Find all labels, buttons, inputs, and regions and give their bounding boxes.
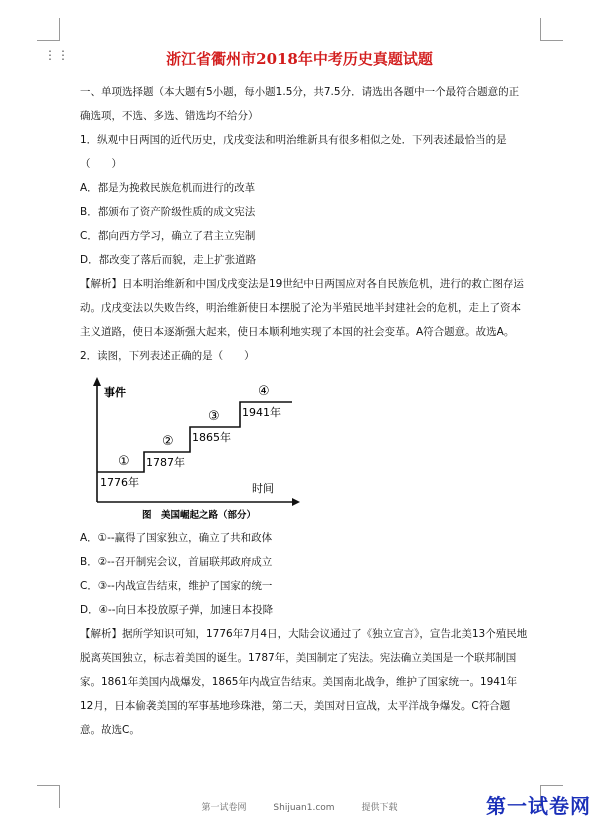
- brand-logo: 第一试卷网: [486, 794, 591, 818]
- figure-caption: 图 美国崛起之路（部分）: [142, 510, 257, 521]
- step-2-mark: ②: [162, 434, 174, 449]
- crop-mark-top-left: [37, 18, 60, 41]
- question-2-option-d: D．④--向日本投放原子弹，加速日本投降: [80, 604, 274, 616]
- question-2-option-a: A．①--赢得了国家独立，确立了共和政体: [80, 532, 273, 544]
- staircase-diagram: [92, 372, 302, 522]
- step-4-mark: ④: [258, 384, 270, 399]
- step-1-year: 1776年: [100, 476, 139, 489]
- crop-mark-top-right: [540, 18, 563, 41]
- question-1-option-b: B．都颁布了资产阶级性质的成文宪法: [80, 206, 256, 218]
- x-axis-arrow-icon: [292, 498, 300, 506]
- step-1-mark: ①: [118, 454, 130, 469]
- question-1-option-c: C．都向西方学习，确立了君主立宪制: [80, 230, 256, 242]
- question-1-analysis: 【解析】日本明治维新和中国戊戌变法是19世纪中日两国应对各自民族危机，进行的救亡图存运动。戊戌变法以失败告终，明治维新使日本摆脱了沦为半殖民地半封建社会的危机，走上了资本主义道路，使日本逐渐强大起来，使日本顺利地实现了本国的社会变革。A符合题意。故选A。: [80, 278, 524, 338]
- step-3-year: 1865年: [192, 431, 231, 444]
- question-2-analysis: 【解析】据所学知识可知，1776年7月4日，大陆会议通过了《独立宣言》，宣告北美13个殖民地脱离英国独立，标志着美国的诞生。1787年，美国制定了宪法。宪法确立美国是一个联邦制国家。1861年美国内战爆发，1865年内战宣告结束。美国南北战争，维护了国家统一。1941年12月，日本偷袭美国的军事基地珍珠港，第二天，美国对日宣战，太平洋战争爆发。C符合题意。故选C。: [80, 628, 528, 736]
- question-1-option-a: A．都是为挽救民族危机而进行的改革: [80, 182, 256, 194]
- section-heading: 一、单项选择题（本大题有5小题，每小题1.5分，共7.5分．请选出各题中一个最符合题意的正确选项，不选、多选、错选均不给分）: [80, 86, 520, 122]
- step-2-year: 1787年: [146, 456, 185, 469]
- question-2-option-b: B．②--召开制宪会议，首届联邦政府成立: [80, 556, 273, 568]
- drag-handle-icon[interactable]: ⋮⋮: [44, 48, 70, 62]
- x-axis-label: 时间: [252, 482, 274, 495]
- question-1-option-d: D．都改变了落后而貌，走上扩张道路: [80, 254, 257, 266]
- y-axis-label: 事件: [104, 386, 126, 399]
- question-1-stem: 1．纵观中日两国的近代历史，戊戌变法和明治维新具有很多相似之处．下列表述最恰当的是（ ）: [80, 134, 507, 170]
- footer-site-name: 第一试卷网: [201, 803, 247, 813]
- question-2-stem: 2．读图，下列表述正确的是（ ）: [80, 350, 255, 362]
- step-3-mark: ③: [208, 409, 220, 424]
- staircase-figure: [92, 372, 302, 522]
- y-axis-arrow-icon: [93, 377, 101, 386]
- footer-site-url[interactable]: Shijuan1.com: [273, 803, 335, 813]
- footer-download: 提供下载: [361, 803, 398, 813]
- step-4-year: 1941年: [242, 406, 281, 419]
- page-title: 浙江省衢州市2018年中考历史真题试题: [166, 50, 433, 68]
- question-2-option-c: C．③--内战宣告结束，维护了国家的统一: [80, 580, 273, 592]
- document-content: [80, 80, 528, 742]
